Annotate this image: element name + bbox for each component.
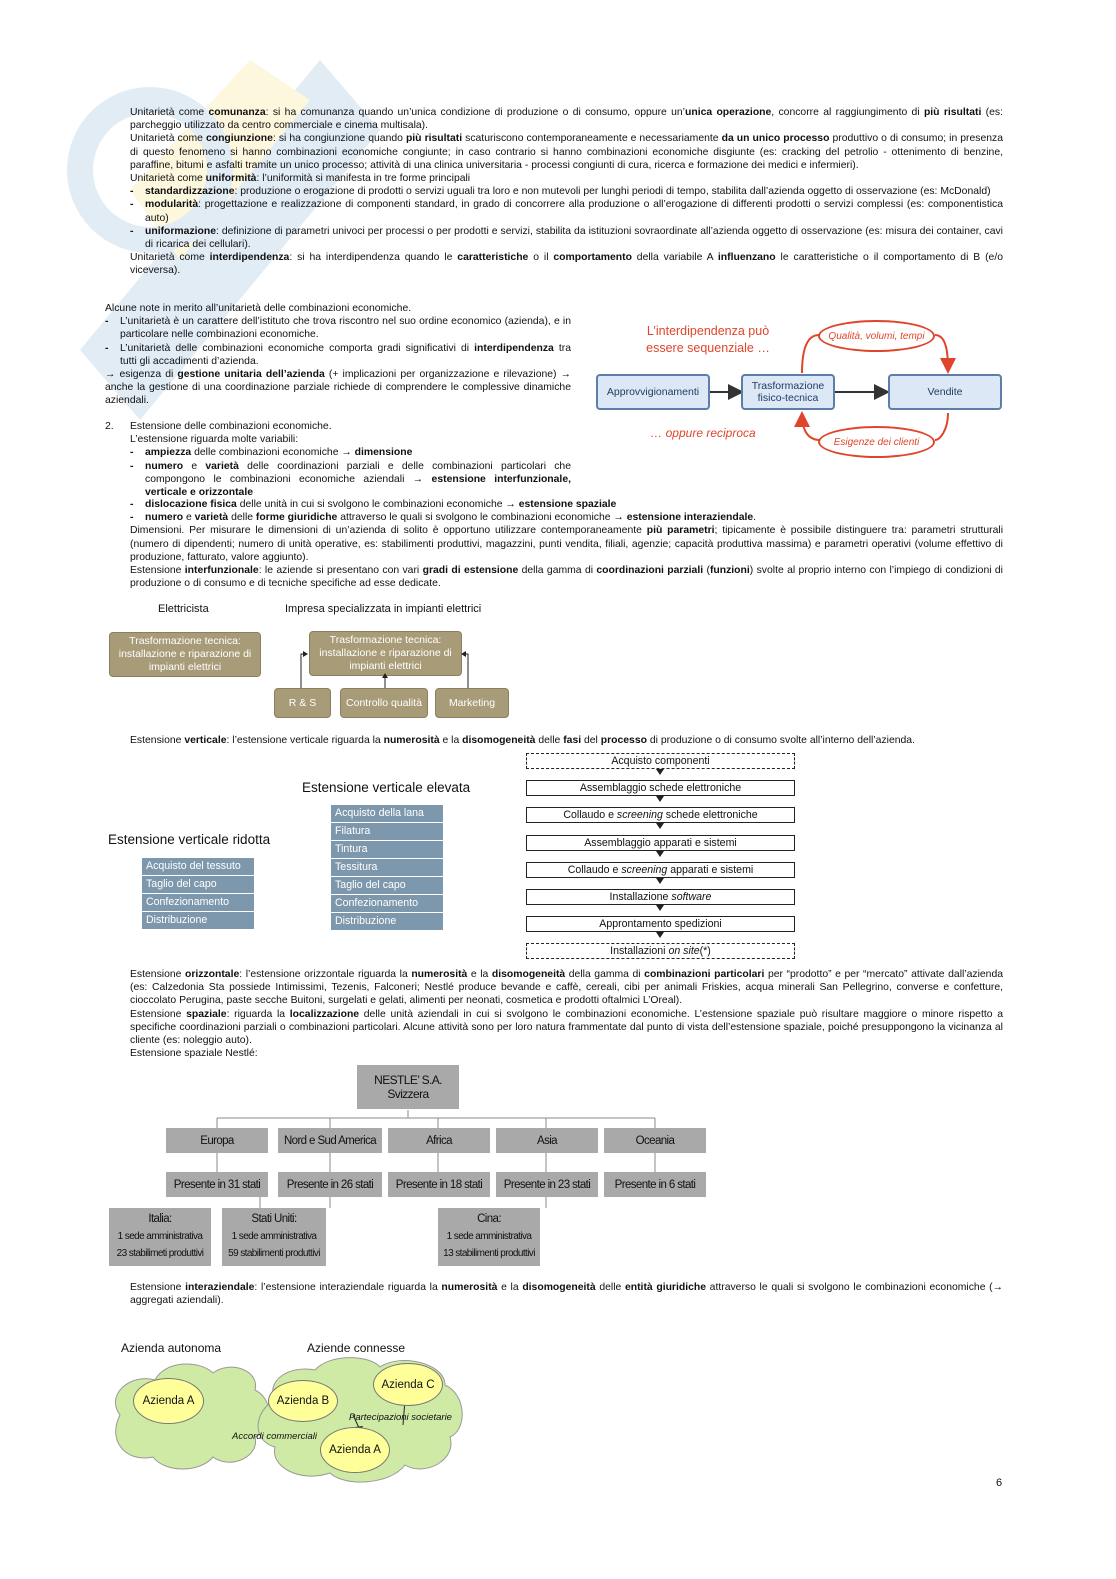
list-item: Confezionamento — [331, 895, 443, 913]
reciprocal-label: … oppure reciproca — [650, 426, 756, 440]
list-item: Taglio del capo — [142, 876, 254, 894]
label-autonoma: Azienda autonoma — [121, 1341, 222, 1355]
list-item: - modularità: progettazione e realizzazione di componenti standard, in grado di concorrere alla produzione o all’erogazione di differenti prodotti o servizi complessi (es: componentistica auto) — [130, 198, 1003, 224]
step-box: Acquisto componenti — [526, 753, 795, 769]
azienda-b: Azienda B — [268, 1380, 338, 1422]
step-box: Installazione software — [526, 889, 795, 905]
region-asia: Asia — [496, 1128, 598, 1153]
list-item: Confezionamento — [142, 894, 254, 912]
oval-qualita: Qualità, volumi, tempi — [818, 320, 935, 352]
notes-title: Alcune note in merito all’unitarietà delle combinazioni economiche. — [105, 303, 412, 314]
paragraph-spaziale: Estensione spaziale: riguarda la localizzazione delle unità aziendali in cui si svolgono le combinazioni economiche. L’estensione spaziale può risultare maggiore o minore rispetto a specifiche coordinazioni parziali o combinazioni particolari. Alcune attività sono per loro natura frammentate dal punto di vista dell’estensione spaziale, poiché presuppongono la vicinanza al cliente (es: noleggio auto). — [130, 1008, 1003, 1047]
paragraph-verticale: Estensione verticale: l’estensione verticale riguarda la numerosità e la disomogeneità delle fasi del processo di produzione o di consumo svolte all’interno dell’azienda. — [130, 735, 915, 746]
box-trasformazione: Trasformazione fisico-tecnica — [741, 374, 835, 410]
nestle-root: NESTLE’ S.A. Svizzera — [357, 1065, 459, 1109]
list-item: Distribuzione — [142, 912, 254, 930]
box-cina: Cina: 1 sede amministrativa 13 stabilimenti produttivi — [438, 1208, 540, 1266]
down-arrow-icon — [656, 878, 664, 884]
box-elettricista-trasformazione: Trasformazione tecnica: installazione e riparazione di impianti elettrici — [109, 632, 261, 677]
count-oceania: Presente in 6 stati — [604, 1172, 706, 1197]
step-box: Approntamento spedizioni — [526, 916, 795, 932]
region-americhe: Nord e Sud America — [278, 1128, 382, 1153]
list-item: Acquisto della lana — [331, 805, 443, 823]
list-item: - numero e varietà delle forme giuridiche attraverso le quali si svolgono le combinazioni economiche → estensione interaziendale. — [130, 511, 1003, 524]
section-2: 2. Estensione delle combinazioni economiche. L’estensione riguarda molte variabili: - ampiezza delle combinazioni economiche → dimensione - numero e varietà delle coordinazioni parziali e delle combinazioni particolari che compongono le combinazioni economiche aziendali → estensione interfunzionale, verticale e orizzontale — [105, 420, 571, 499]
down-arrow-icon — [656, 932, 664, 938]
box-approvvigionamenti: Approvvigionamenti — [596, 374, 710, 410]
note-arrow: → esigenza di gestione unitaria dell’azienda (+ implicazioni per organizzazione e rilevazione) → anche la gestione di una coordinazione parziale richiede di comprendere le complessive dinamiche aziendali. — [105, 369, 571, 407]
paragraph-interdipendenza: Unitarietà come interdipendenza: si ha interdipendenza quando le caratteristiche o il comportamento della variabile A influenzano le caratteristiche o il comportamento di B (e/o viceversa). — [130, 252, 1003, 277]
oval-esigenze: Esigenze dei clienti — [818, 426, 935, 458]
count-asia: Presente in 23 stati — [496, 1172, 598, 1197]
list-item: Acquisto del tessuto — [142, 858, 254, 876]
list-item: Filatura — [331, 823, 443, 841]
box-impresa-trasformazione: Trasformazione tecnica: installazione e riparazione di impianti elettrici — [309, 631, 462, 676]
paragraph-dimensioni: Dimensioni. Per misurare le dimensioni di un’azienda di solito è opportuno utilizzare contemporaneamente più parametri; tipicamente è possibile distinguere tra: parametri strutturali (numero di dipendenti; numero di unità operative, es: stabilimenti produttivi, magazzini, punti vendita, filiali, agenzie; capacità produttiva massima) e parametri operativi (volume effettivo di produzione, fatturato, valore aggiunto). — [130, 525, 1003, 563]
list-item: Distribuzione — [331, 913, 443, 931]
paragraph-interaziendale: Estensione interaziendale: l’estensione interaziendale riguarda la numerosità e la disomogeneità delle entità giuridiche attraverso le quali si svolgono le combinazioni economiche (→ aggregati aziendali). — [130, 1282, 1004, 1307]
box-marketing: Marketing — [435, 688, 509, 718]
paragraph-comunanza: Unitarietà come comunanza: si ha comunanza quando un’unica condizione di produzione o di consumo, oppure un’unica operazione, concorre al raggiungimento di più risultati (es: parcheggio utilizzato da centro commerciale e cinema multisala). Unitarietà come congiunzione: si ha congiunzione quando più risultati scaturiscono contemporaneamente e necessariamente da un unico processo produttivo o di consumo; in presenza di questo fenomeno si hanno combinazioni economiche congiunte; in caso contrario si hanno combinazioni economiche disgiunte (es: cracking del petrolio - ottenimento di benzine, paraffine, bitumi e asfalti tramite un unico processo; attività di una clinica universitaria - processi congiunti di cura, ricerca e formazione dei medici e infermieri). Unitarietà come uniformità: l’uniformità si manifesta in tre forme principali - standardizzazione: produzione o erogazione di prodotti o servizi uguali tra loro e non mutevoli per lunghi periodi di tempo, stabilita dall’azienda oggetto di osservazione (es: McDonald) - modularità: progettazione e realizzazione di componenti standard, in grado di concorrere alla produzione o all’erogazione di differenti prodotti o servizi complessi (es: componentistica auto) - uniformazione: definizione di parametri univoci per processi o per prodotti e servizi, stabilita da istituzioni sovraordinate all’azienda oggetto di osservazione (es: misura dei container, cavi di ricarica dei cellulari). Unitarietà come interdipendenza: si ha interdipendenza quando le caratteristiche o il comportamento della variabile A influenzano le caratteristiche o il comportamento di B (e/o viceversa). — [130, 106, 1003, 278]
section-2-cont — [130, 498, 1003, 590]
list-item: Tintura — [331, 841, 443, 859]
count-europa: Presente in 31 stati — [166, 1172, 268, 1197]
step-box: Assemblaggio apparati e sistemi — [526, 835, 795, 851]
paragraph-uniformita: Unitarietà come uniformità: l’uniformità si manifesta in tre forme principali — [130, 173, 471, 185]
step-box: Installazioni on site(*) — [526, 943, 795, 959]
list-elevata — [330, 804, 444, 932]
list-item: Taglio del capo — [331, 877, 443, 895]
sequential-label: L’interdipendenza può essere sequenziale … — [646, 324, 770, 355]
step-box: Assemblaggio schede elettroniche — [526, 780, 795, 796]
list-item: - numero e varietà delle coordinazioni parziali e delle combinazioni particolari che compongono le combinazioni economiche aziendali → estensione interfunzionale, verticale e orizzontale — [130, 460, 571, 500]
box-italia: Italia: 1 sede amministrativa 23 stabilimeti produttivi — [109, 1208, 211, 1266]
list-item: - standardizzazione: produzione o erogazione di prodotti o servizi uguali tra loro e non mutevoli per lunghi periodi di tempo, stabilita dall’azienda oggetto di osservazione (es: McDonald) — [130, 185, 1003, 198]
list-item: - L’unitarietà delle combinazioni economiche comporta gradi significativi di interdipendenza tra tutti gli accadimenti d’azienda. — [105, 342, 571, 368]
connector-lines — [270, 640, 480, 690]
region-africa: Africa — [388, 1128, 490, 1153]
uniformita-list — [130, 185, 1003, 251]
paragraph-orizzontale-spaziale: Estensione orizzontale: l’estensione orizzontale riguarda la numerosità e la disomogeneità della gamma di combinazioni particolari per “prodotto” e per “mercato” attivate dall’azienda (es: Calzedonia Sta possiede Intimissimi, Tezenis, Falconeri; Nestlé produce bevande e caffè, cereali, cibi per animali Friskies, acqua minerali San Pellegrino, converse e confetture, cioccolato Perugina, paste secche Buitoni, surgelati e gelati, alimenti per neonati, cosmetica e prodotti oftalmici L’Oreal). Estensione spaziale: riguarda la localizzazione delle unità aziendali in cui si svolgono le combinazioni economiche. L’estensione spaziale può risultare maggiore o minore rispetto a specifiche coordinazioni parziali o combinazioni particolari. Alcune attività sono per loro natura frammentate dal punto di vista dell’estensione spaziale, poiché presuppongono la vicinanza al cliente (es: noleggio auto). Estensione spaziale Nestlé: — [130, 969, 1004, 1060]
down-arrow-icon — [656, 851, 664, 857]
step-box: Collaudo e screening apparati e sistemi — [526, 862, 795, 878]
box-vendite: Vendite — [888, 374, 1002, 410]
paragraph-congiunzione: Unitarietà come congiunzione: si ha congiunzione quando più risultati scaturiscono contemporaneamente e necessariamente da un unico processo produttivo o di consumo; in presenza di questo fenomeno si hanno combinazioni economiche congiunte; in caso contrario si hanno combinazioni economiche disgiunte (es: cracking del petrolio - ottenimento di benzine, paraffine, bitumi e asfalti tramite un unico processo; attività di una clinica universitaria - processi congiunti di cura, ricerca e formazione dei medici e infermieri). — [130, 133, 1004, 171]
region-europa: Europa — [166, 1128, 268, 1153]
title-ridotta: Estensione verticale ridotta — [108, 832, 271, 847]
section-2-title: Estensione delle combinazioni economiche. — [130, 421, 332, 432]
list-ridotta — [141, 857, 255, 931]
box-controllo-qualita: Controllo qualità — [340, 688, 428, 718]
list-item: - uniformazione: definizione di parametri univoci per processi o per prodotti e servizi, stabilita da istituzioni sovraordinate all’azienda oggetto di osservazione (es: misura dei container, cavi di ricarica dei cellulari). — [130, 225, 1003, 251]
label-impresa: Impresa specializzata in impianti elettrici — [285, 603, 482, 615]
box-usa: Stati Uniti: 1 sede amministrativa 59 stabilimenti produttivi — [222, 1208, 326, 1266]
notes-block — [105, 302, 571, 408]
list-item: Tessitura — [331, 859, 443, 877]
azienda-a-autonoma: Azienda A — [133, 1378, 204, 1424]
box-rs: R & S — [274, 688, 331, 718]
down-arrow-icon — [656, 823, 664, 829]
list-item: - ampiezza delle combinazioni economiche → dimensione — [130, 446, 571, 459]
azienda-a-connessa: Azienda A — [320, 1427, 390, 1473]
down-arrow-icon — [656, 796, 664, 802]
page-number: 6 — [996, 1477, 1003, 1489]
label-accordi: Accordi commerciali — [232, 1431, 317, 1442]
paragraph-interfunzionale: Estensione interfunzionale: le aziende si presentano con vari gradi di estensione della gamma di coordinazioni parziali (funzioni) svolte al proprio interno con l’impiego di condizioni di produzione o di consumo e di tecniche specifiche ad esse dedicate. — [130, 565, 1003, 590]
label-connesse: Aziende connesse — [307, 1341, 406, 1355]
label-partecipazioni: Partecipazioni societarie — [349, 1412, 452, 1423]
nestle-title: Estensione spaziale Nestlé: — [130, 1048, 258, 1060]
count-americhe: Presente in 26 stati — [278, 1172, 382, 1197]
down-arrow-icon — [656, 905, 664, 911]
down-arrow-icon — [656, 769, 664, 775]
list-item: - L’unitarietà è un carattere dell’istituto che trova riscontro nel suo ordine economico (azienda), e in particolare nelle combinazioni economiche. — [105, 315, 571, 341]
step-box: Collaudo e screening schede elettroniche — [526, 807, 795, 823]
list-item: - dislocazione fisica delle unità in cui si svolgono le combinazioni economiche → estensione spaziale — [130, 498, 1003, 511]
label-elettricista: Elettricista — [158, 603, 209, 615]
count-africa: Presente in 18 stati — [388, 1172, 490, 1197]
azienda-c: Azienda C — [373, 1363, 443, 1406]
title-elevata: Estensione verticale elevata — [302, 780, 471, 795]
region-oceania: Oceania — [604, 1128, 706, 1153]
